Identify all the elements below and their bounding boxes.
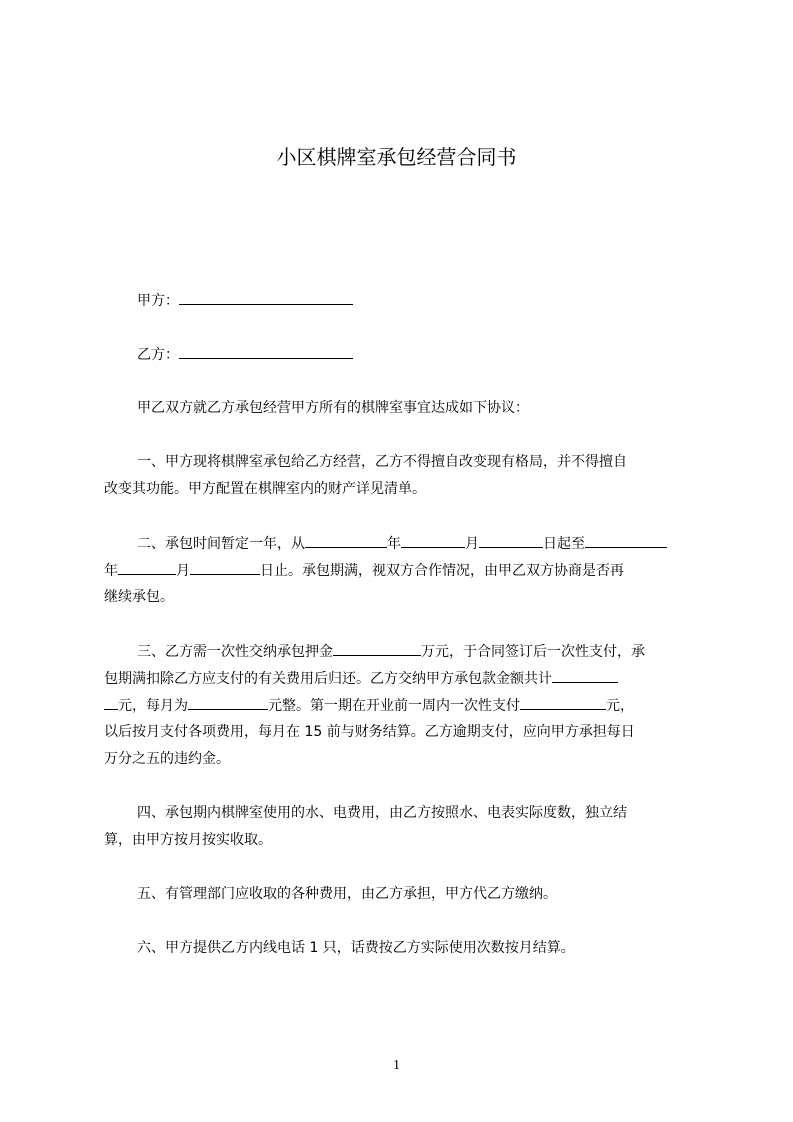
party-b-label: 乙方： xyxy=(137,347,179,363)
clause-3-line-4: 以后按月支付各项费用，每月在 15 前与财务结算。乙方逾期支付，应向甲方承担每日 xyxy=(104,724,635,740)
clause-2-line-1: 二、承包时间暂定一年，从 年 月 日起至 xyxy=(137,533,667,554)
first-payment-blank[interactable] xyxy=(520,695,606,710)
clause-1-line-2: 改变其功能。甲方配置在棋牌室内的财产详见清单。 xyxy=(104,481,426,497)
party-a-line xyxy=(137,290,353,311)
clause-1-line-1: 一、甲方现将棋牌室承包给乙方经营，乙方不得擅自改变现有格局，并不得擅自 xyxy=(137,454,627,470)
clause-5-text: 五、有管理部门应收取的各种费用，由乙方承担，甲方代乙方缴纳。 xyxy=(137,886,557,902)
start-year-blank[interactable] xyxy=(305,533,387,548)
clause-4-line-2: 算，由甲方按月按实收取。 xyxy=(104,832,272,848)
end-day-blank[interactable] xyxy=(190,560,260,575)
party-b-line xyxy=(137,344,353,365)
clause-3-line-5: 万分之五的违约金。 xyxy=(104,751,230,767)
total-amount-blank[interactable] xyxy=(552,668,618,683)
party-b-blank[interactable] xyxy=(179,344,353,359)
deposit-amount-blank[interactable] xyxy=(333,641,421,656)
clause-6-text: 六、甲方提供乙方内线电话 1 只，话费按乙方实际使用次数按月结算。 xyxy=(137,940,575,956)
clause-2-line-3: 继续承包。 xyxy=(104,589,174,605)
end-year-blank[interactable] xyxy=(585,533,667,548)
party-a-blank[interactable] xyxy=(179,290,353,305)
start-day-blank[interactable] xyxy=(479,533,543,548)
page-number: 1 xyxy=(393,1058,400,1073)
monthly-amount-blank[interactable] xyxy=(188,695,268,710)
document-title: 小区棋牌室承包经营合同书 xyxy=(276,145,517,169)
start-month-blank[interactable] xyxy=(401,533,465,548)
clause-4-line-1: 四、承包期内棋牌室使用的水、电费用，由乙方按照水、电表实际度数，独立结 xyxy=(137,805,627,821)
clause-3-line-3: 元，每月为 元整。第一期在开业前一周内一次性支付 元， xyxy=(104,695,634,716)
party-a-label: 甲方： xyxy=(137,293,179,309)
clause-2-line-2: 年 月 日止。承包期满，视双方合作情况，由甲乙双方协商是否再 xyxy=(104,560,624,581)
end-month-blank[interactable] xyxy=(118,560,176,575)
clause-3-line-2: 包期满扣除乙方应支付的有关费用后归还。乙方交纳甲方承包款金额共计 xyxy=(104,668,618,689)
intro-text: 甲乙双方就乙方承包经营甲方所有的棋牌室事宜达成如下协议： xyxy=(137,400,529,416)
total-amount-blank-cont[interactable] xyxy=(104,695,118,710)
clause-3-line-1: 三、乙方需一次性交纳承包押金 万元，于合同签订后一次性支付，承 xyxy=(137,641,645,662)
